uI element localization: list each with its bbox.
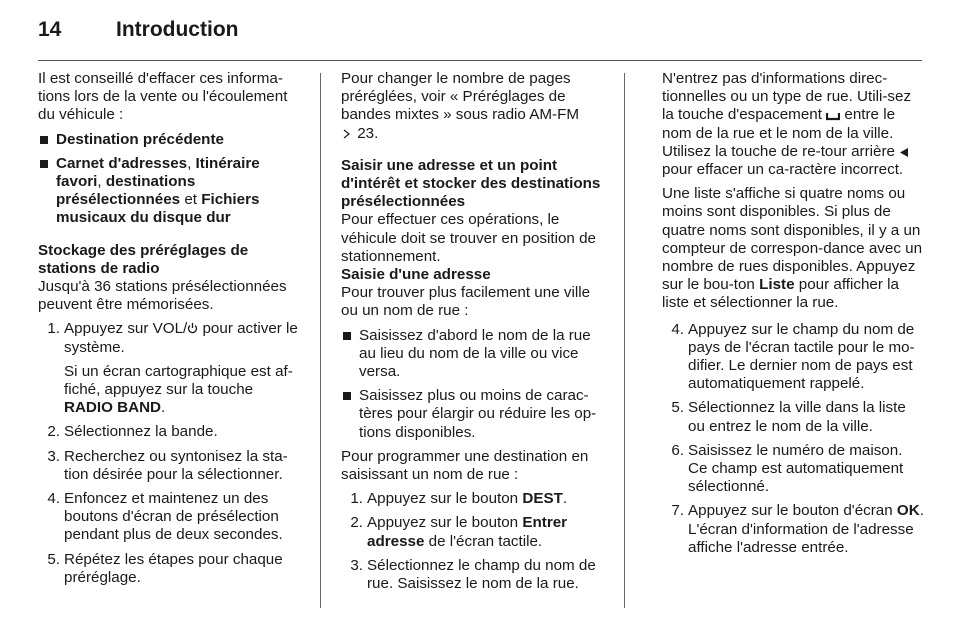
body-paragraph: Jusqu'à 36 stations présélectionnées peuvent être mémorisées.: [38, 278, 287, 314]
header-divider: [38, 60, 922, 61]
step-item: 1. Appuyez sur le bouton DEST.: [350, 490, 568, 508]
column-2: [341, 70, 607, 593]
bullet-item: Saisissez plus ou moins de carac-tères pour élargir ou réduire les op-tions disponibles.: [341, 387, 607, 442]
bullet-square-icon: [40, 160, 48, 168]
step-item: 4. Enfoncez et maintenez un des boutons d'écran de présélection pendant plus de deux secondes.: [47, 490, 283, 544]
bullet-square-icon: [343, 392, 351, 400]
step-item: 1. Appuyez sur VOL/ pour activer le système. Si un écran cartographique est af-fiché, appuyez sur la touche RADIO BAND.: [47, 320, 298, 417]
step-item: 5. Répétez les étapes pour chaque préréglage.: [47, 550, 283, 586]
step-item: 2. Sélectionnez la bande.: [47, 423, 218, 441]
body-paragraph: Pour trouver plus facilement une ville ou un nom de rue :: [341, 284, 591, 320]
body-paragraph: Pour effectuer ces opérations, le véhicule doit se trouver en position de stationnement.: [341, 211, 596, 265]
bullet-item: Destination précédente: [38, 131, 306, 149]
power-icon: [187, 322, 198, 335]
section-heading: Saisir une adresse et un point d'intérêt et stocker des destinations présélectionnées: [341, 156, 601, 211]
step-continuation: N'entrez pas d'informations direc-tionnelles ou un type de rue. Utili-sez la touche d'espacement entre le nom de la rue et le nom de la ville. Utilisez la touche de re-tour arrière pour effacer un ca-ractère incorrect. Une liste s'affiche si quatre noms ou moins sont disponibles. Si plus de quatre noms sont disponibles, il y a un compteur de correspon-dance avec un nombre de rues disponibles. Appuyez sur le bou-ton Liste pour afficher la liste et sélectionner la rue.: [662, 70, 923, 312]
step-item: 3. Sélectionnez le champ du nom de rue. Saisissez le nom de la rue.: [350, 556, 596, 593]
step-item: 7. Appuyez sur le bouton d'écran OK. L'écran d'information de l'adresse affiche l'adresse entrée.: [671, 502, 924, 556]
step-item: 2. Appuyez sur le bouton Entrer adresse de l'écran tactile.: [350, 514, 568, 550]
column-3: [662, 70, 924, 557]
bullet-item: Saisissez d'abord le nom de la rue au lieu du nom de la ville ou vice versa.: [341, 327, 607, 382]
intro-paragraph: Il est conseillé d'effacer ces informa-tions lors de la vente ou l'écoulement du véhicule :: [38, 70, 288, 124]
bullet-item: Carnet d'adresses, Itinéraire favori, destinations présélectionnées et Fichiers musicaux du disque dur: [38, 155, 306, 228]
sub-heading: Saisie d'une adresse: [341, 266, 491, 284]
page-number: 14: [38, 18, 62, 41]
section-title: Introduction: [116, 18, 239, 41]
column-1: [38, 70, 306, 587]
space-key-icon: [826, 111, 840, 121]
backspace-arrow-icon: [899, 147, 909, 158]
column-divider-2: [624, 73, 625, 608]
bullet-square-icon: [40, 136, 48, 144]
step-item: 4. Appuyez sur le champ du nom de pays de l'écran tactile pour le mo-difier. Le dernier nom de pays est automatiquement rappelé.: [671, 320, 915, 393]
page-reference-icon: [341, 128, 353, 140]
step-item: 3. Recherchez ou syntonisez la sta-tion désirée pour la sélectionner.: [47, 447, 288, 483]
page-header: [38, 18, 238, 48]
body-paragraph: Pour programmer une destination en saisissant un nom de rue :: [341, 447, 589, 484]
column-divider-1: [320, 73, 321, 608]
step-item: 5. Sélectionnez la ville dans la liste ou entrez le nom de la ville.: [671, 399, 906, 435]
body-paragraph: Pour changer le nombre de pages préréglées, voir « Préréglages de bandes mixtes » sous radio AM-FM 23.: [341, 70, 580, 142]
section-heading: Stockage des préréglages de stations de radio: [38, 241, 249, 277]
step-item: 6. Saisissez le numéro de maison. Ce champ est automatiquement sélectionné.: [671, 441, 904, 496]
bullet-square-icon: [343, 332, 351, 340]
